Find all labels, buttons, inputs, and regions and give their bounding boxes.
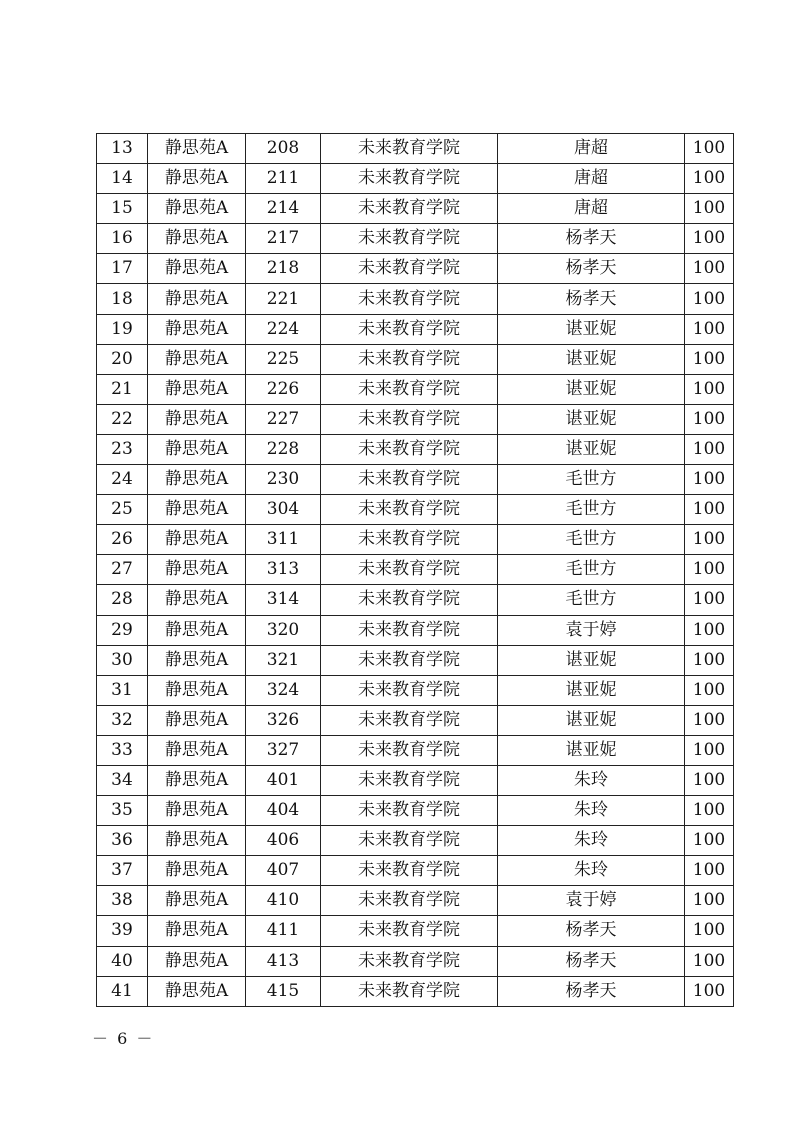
room-number-cell: 217 — [246, 224, 321, 254]
table-row — [97, 374, 734, 404]
score-cell: 100 — [685, 404, 734, 434]
room-number-cell: 326 — [246, 705, 321, 735]
person-cell: 唐超 — [498, 134, 685, 164]
row-number-cell: 26 — [97, 525, 148, 555]
room-number-cell: 227 — [246, 404, 321, 434]
building-cell: 静思苑A — [148, 465, 246, 495]
row-number-cell: 20 — [97, 344, 148, 374]
person-cell: 袁于婷 — [498, 615, 685, 645]
row-number-cell: 25 — [97, 495, 148, 525]
college-cell: 未来教育学院 — [321, 856, 498, 886]
person-cell: 毛世方 — [498, 465, 685, 495]
building-cell: 静思苑A — [148, 946, 246, 976]
score-cell: 100 — [685, 224, 734, 254]
person-cell: 谌亚妮 — [498, 735, 685, 765]
building-cell: 静思苑A — [148, 164, 246, 194]
score-cell: 100 — [685, 495, 734, 525]
building-cell: 静思苑A — [148, 705, 246, 735]
score-cell: 100 — [685, 675, 734, 705]
person-cell: 杨孝天 — [498, 254, 685, 284]
room-number-cell: 311 — [246, 525, 321, 555]
score-cell: 100 — [685, 314, 734, 344]
score-cell: 100 — [685, 465, 734, 495]
person-cell: 袁于婷 — [498, 886, 685, 916]
table-row — [97, 465, 734, 495]
building-cell: 静思苑A — [148, 555, 246, 585]
room-number-cell: 321 — [246, 645, 321, 675]
table-row — [97, 585, 734, 615]
building-cell: 静思苑A — [148, 525, 246, 555]
building-cell: 静思苑A — [148, 976, 246, 1006]
table-row — [97, 916, 734, 946]
college-cell: 未来教育学院 — [321, 314, 498, 344]
score-cell: 100 — [685, 976, 734, 1006]
building-cell: 静思苑A — [148, 404, 246, 434]
person-cell: 谌亚妮 — [498, 705, 685, 735]
table-row — [97, 886, 734, 916]
building-cell: 静思苑A — [148, 374, 246, 404]
row-number-cell: 29 — [97, 615, 148, 645]
table-row — [97, 765, 734, 795]
row-number-cell: 38 — [97, 886, 148, 916]
person-cell: 毛世方 — [498, 555, 685, 585]
row-number-cell: 35 — [97, 796, 148, 826]
score-cell: 100 — [685, 946, 734, 976]
college-cell: 未来教育学院 — [321, 434, 498, 464]
person-cell: 杨孝天 — [498, 976, 685, 1006]
table-row — [97, 796, 734, 826]
college-cell: 未来教育学院 — [321, 886, 498, 916]
room-number-cell: 214 — [246, 194, 321, 224]
college-cell: 未来教育学院 — [321, 765, 498, 795]
table-row — [97, 284, 734, 314]
person-cell: 毛世方 — [498, 495, 685, 525]
college-cell: 未来教育学院 — [321, 796, 498, 826]
college-cell: 未来教育学院 — [321, 555, 498, 585]
score-cell: 100 — [685, 645, 734, 675]
table-row — [97, 434, 734, 464]
person-cell: 杨孝天 — [498, 916, 685, 946]
score-cell: 100 — [685, 555, 734, 585]
college-cell: 未来教育学院 — [321, 826, 498, 856]
row-number-cell: 28 — [97, 585, 148, 615]
college-cell: 未来教育学院 — [321, 194, 498, 224]
building-cell: 静思苑A — [148, 826, 246, 856]
score-cell: 100 — [685, 796, 734, 826]
row-number-cell: 13 — [97, 134, 148, 164]
building-cell: 静思苑A — [148, 134, 246, 164]
row-number-cell: 36 — [97, 826, 148, 856]
room-number-cell: 230 — [246, 465, 321, 495]
table-row — [97, 705, 734, 735]
person-cell: 谌亚妮 — [498, 434, 685, 464]
row-number-cell: 34 — [97, 765, 148, 795]
table-row — [97, 404, 734, 434]
college-cell: 未来教育学院 — [321, 495, 498, 525]
room-number-cell: 407 — [246, 856, 321, 886]
row-number-cell: 15 — [97, 194, 148, 224]
score-cell: 100 — [685, 525, 734, 555]
row-number-cell: 19 — [97, 314, 148, 344]
dormitory-score-table — [96, 133, 734, 1007]
table-row — [97, 164, 734, 194]
row-number-cell: 14 — [97, 164, 148, 194]
dormitory-score-table-container — [96, 133, 733, 1007]
room-number-cell: 415 — [246, 976, 321, 1006]
college-cell: 未来教育学院 — [321, 525, 498, 555]
person-cell: 谌亚妮 — [498, 645, 685, 675]
row-number-cell: 40 — [97, 946, 148, 976]
row-number-cell: 24 — [97, 465, 148, 495]
row-number-cell: 41 — [97, 976, 148, 1006]
person-cell: 毛世方 — [498, 525, 685, 555]
row-number-cell: 32 — [97, 705, 148, 735]
college-cell: 未来教育学院 — [321, 284, 498, 314]
row-number-cell: 31 — [97, 675, 148, 705]
room-number-cell: 313 — [246, 555, 321, 585]
table-row — [97, 314, 734, 344]
score-cell: 100 — [685, 916, 734, 946]
room-number-cell: 410 — [246, 886, 321, 916]
person-cell: 唐超 — [498, 194, 685, 224]
row-number-cell: 37 — [97, 856, 148, 886]
score-cell: 100 — [685, 705, 734, 735]
score-cell: 100 — [685, 344, 734, 374]
table-row — [97, 826, 734, 856]
person-cell: 谌亚妮 — [498, 344, 685, 374]
building-cell: 静思苑A — [148, 284, 246, 314]
person-cell: 谌亚妮 — [498, 404, 685, 434]
building-cell: 静思苑A — [148, 735, 246, 765]
table-row — [97, 495, 734, 525]
score-cell: 100 — [685, 434, 734, 464]
score-cell: 100 — [685, 856, 734, 886]
row-number-cell: 18 — [97, 284, 148, 314]
score-cell: 100 — [685, 164, 734, 194]
building-cell: 静思苑A — [148, 916, 246, 946]
table-row — [97, 856, 734, 886]
college-cell: 未来教育学院 — [321, 916, 498, 946]
college-cell: 未来教育学院 — [321, 705, 498, 735]
building-cell: 静思苑A — [148, 224, 246, 254]
table-row — [97, 525, 734, 555]
room-number-cell: 327 — [246, 735, 321, 765]
building-cell: 静思苑A — [148, 344, 246, 374]
college-cell: 未来教育学院 — [321, 404, 498, 434]
row-number-cell: 23 — [97, 434, 148, 464]
person-cell: 杨孝天 — [498, 946, 685, 976]
building-cell: 静思苑A — [148, 585, 246, 615]
score-cell: 100 — [685, 284, 734, 314]
building-cell: 静思苑A — [148, 254, 246, 284]
score-cell: 100 — [685, 735, 734, 765]
table-row — [97, 254, 734, 284]
college-cell: 未来教育学院 — [321, 465, 498, 495]
page-number: － 6 － — [92, 1029, 155, 1048]
row-number-cell: 30 — [97, 645, 148, 675]
building-cell: 静思苑A — [148, 615, 246, 645]
college-cell: 未来教育学院 — [321, 164, 498, 194]
college-cell: 未来教育学院 — [321, 645, 498, 675]
score-cell: 100 — [685, 134, 734, 164]
building-cell: 静思苑A — [148, 645, 246, 675]
table-row — [97, 194, 734, 224]
score-cell: 100 — [685, 194, 734, 224]
score-cell: 100 — [685, 886, 734, 916]
room-number-cell: 225 — [246, 344, 321, 374]
building-cell: 静思苑A — [148, 194, 246, 224]
score-cell: 100 — [685, 374, 734, 404]
building-cell: 静思苑A — [148, 796, 246, 826]
building-cell: 静思苑A — [148, 886, 246, 916]
score-cell: 100 — [685, 765, 734, 795]
building-cell: 静思苑A — [148, 765, 246, 795]
person-cell: 杨孝天 — [498, 224, 685, 254]
person-cell: 朱玲 — [498, 856, 685, 886]
room-number-cell: 324 — [246, 675, 321, 705]
room-number-cell: 226 — [246, 374, 321, 404]
college-cell: 未来教育学院 — [321, 585, 498, 615]
room-number-cell: 208 — [246, 134, 321, 164]
row-number-cell: 22 — [97, 404, 148, 434]
person-cell: 杨孝天 — [498, 284, 685, 314]
room-number-cell: 304 — [246, 495, 321, 525]
room-number-cell: 314 — [246, 585, 321, 615]
table-row — [97, 615, 734, 645]
row-number-cell: 17 — [97, 254, 148, 284]
score-cell: 100 — [685, 615, 734, 645]
score-cell: 100 — [685, 254, 734, 284]
room-number-cell: 406 — [246, 826, 321, 856]
row-number-cell: 33 — [97, 735, 148, 765]
person-cell: 谌亚妮 — [498, 374, 685, 404]
row-number-cell: 21 — [97, 374, 148, 404]
room-number-cell: 413 — [246, 946, 321, 976]
person-cell: 谌亚妮 — [498, 314, 685, 344]
college-cell: 未来教育学院 — [321, 976, 498, 1006]
building-cell: 静思苑A — [148, 856, 246, 886]
person-cell: 唐超 — [498, 164, 685, 194]
table-row — [97, 224, 734, 254]
building-cell: 静思苑A — [148, 675, 246, 705]
room-number-cell: 411 — [246, 916, 321, 946]
table-row — [97, 976, 734, 1006]
college-cell: 未来教育学院 — [321, 344, 498, 374]
building-cell: 静思苑A — [148, 495, 246, 525]
row-number-cell: 27 — [97, 555, 148, 585]
room-number-cell: 228 — [246, 434, 321, 464]
table-row — [97, 946, 734, 976]
row-number-cell: 16 — [97, 224, 148, 254]
building-cell: 静思苑A — [148, 434, 246, 464]
person-cell: 朱玲 — [498, 765, 685, 795]
college-cell: 未来教育学院 — [321, 615, 498, 645]
score-cell: 100 — [685, 826, 734, 856]
table-row — [97, 134, 734, 164]
room-number-cell: 218 — [246, 254, 321, 284]
table-body — [97, 134, 734, 1007]
score-cell: 100 — [685, 585, 734, 615]
table-row — [97, 555, 734, 585]
college-cell: 未来教育学院 — [321, 946, 498, 976]
table-row — [97, 735, 734, 765]
row-number-cell: 39 — [97, 916, 148, 946]
person-cell: 毛世方 — [498, 585, 685, 615]
building-cell: 静思苑A — [148, 314, 246, 344]
room-number-cell: 320 — [246, 615, 321, 645]
room-number-cell: 401 — [246, 765, 321, 795]
college-cell: 未来教育学院 — [321, 134, 498, 164]
table-row — [97, 675, 734, 705]
room-number-cell: 211 — [246, 164, 321, 194]
person-cell: 谌亚妮 — [498, 675, 685, 705]
person-cell: 朱玲 — [498, 826, 685, 856]
college-cell: 未来教育学院 — [321, 675, 498, 705]
college-cell: 未来教育学院 — [321, 224, 498, 254]
table-row — [97, 645, 734, 675]
college-cell: 未来教育学院 — [321, 735, 498, 765]
person-cell: 朱玲 — [498, 796, 685, 826]
room-number-cell: 221 — [246, 284, 321, 314]
college-cell: 未来教育学院 — [321, 254, 498, 284]
college-cell: 未来教育学院 — [321, 374, 498, 404]
table-row — [97, 344, 734, 374]
room-number-cell: 224 — [246, 314, 321, 344]
room-number-cell: 404 — [246, 796, 321, 826]
